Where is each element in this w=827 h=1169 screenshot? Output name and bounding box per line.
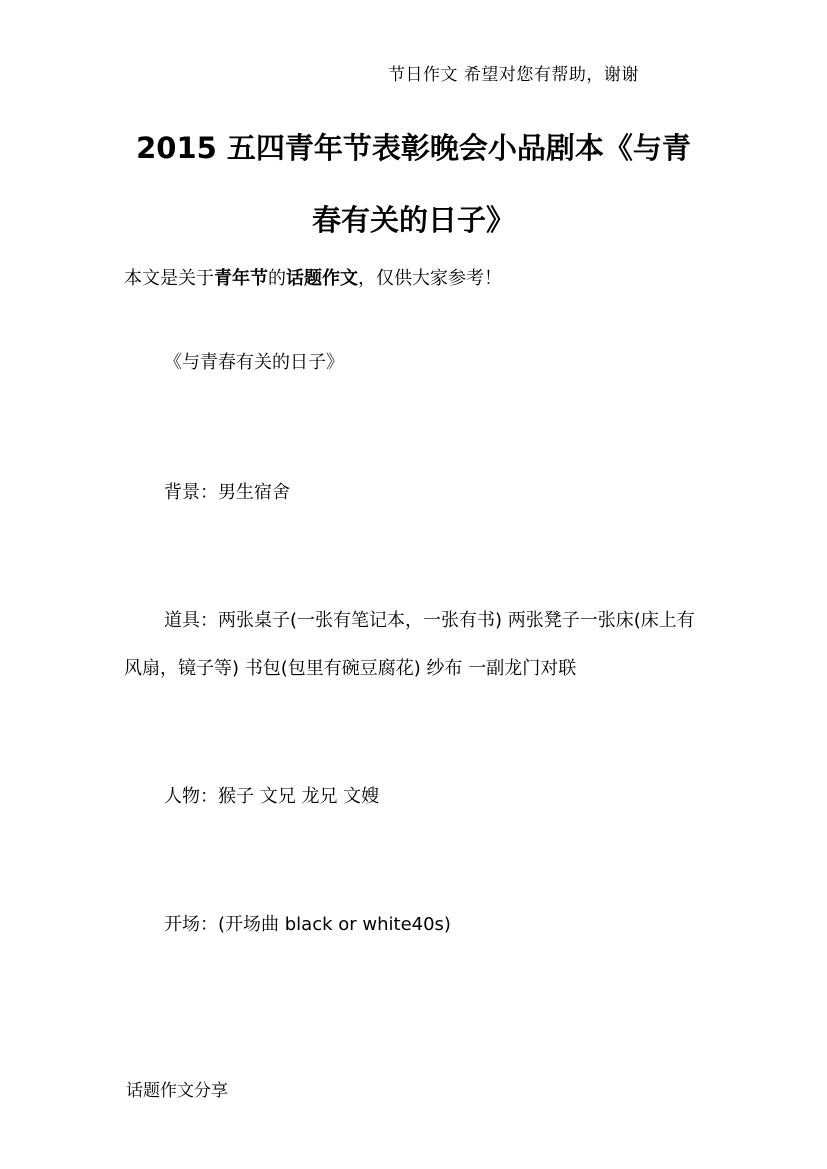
page-footer-note: 话题作文分享 [126, 1081, 228, 1101]
background-paragraph: 背景：男生宿舍 [164, 482, 290, 503]
document-title-line-2: 春有关的日子》 [311, 203, 515, 237]
opening-paragraph: 开场：(开场曲 black or white40s) [164, 914, 451, 935]
intro-keyword-festival: 青年节 [214, 268, 268, 289]
play-title-paragraph: 《与青春有关的日子》 [164, 352, 344, 373]
props-paragraph: 道具：两张桌子(一张有笔记本，一张有书) 两张凳子一张床(床上有风扇，镜子等) 书包(包里有碗豆腐花) 纱布 一副龙门对联 [124, 610, 695, 679]
intro-middle: 的 [268, 268, 286, 289]
page-header-note: 节日作文 希望对您有帮助，谢谢 [388, 65, 639, 85]
document-title [110, 112, 717, 256]
intro-paragraph [124, 264, 502, 290]
document-title-line-1: 2015 五四青年节表彰晚会小品剧本《与青 [136, 131, 691, 165]
intro-prefix: 本文是关于 [124, 268, 214, 289]
characters-paragraph: 人物：猴子 文兄 龙兄 文嫂 [164, 786, 380, 807]
intro-keyword-topic: 话题作文 [286, 268, 358, 289]
intro-suffix: ，仅供大家参考！ [358, 268, 502, 289]
